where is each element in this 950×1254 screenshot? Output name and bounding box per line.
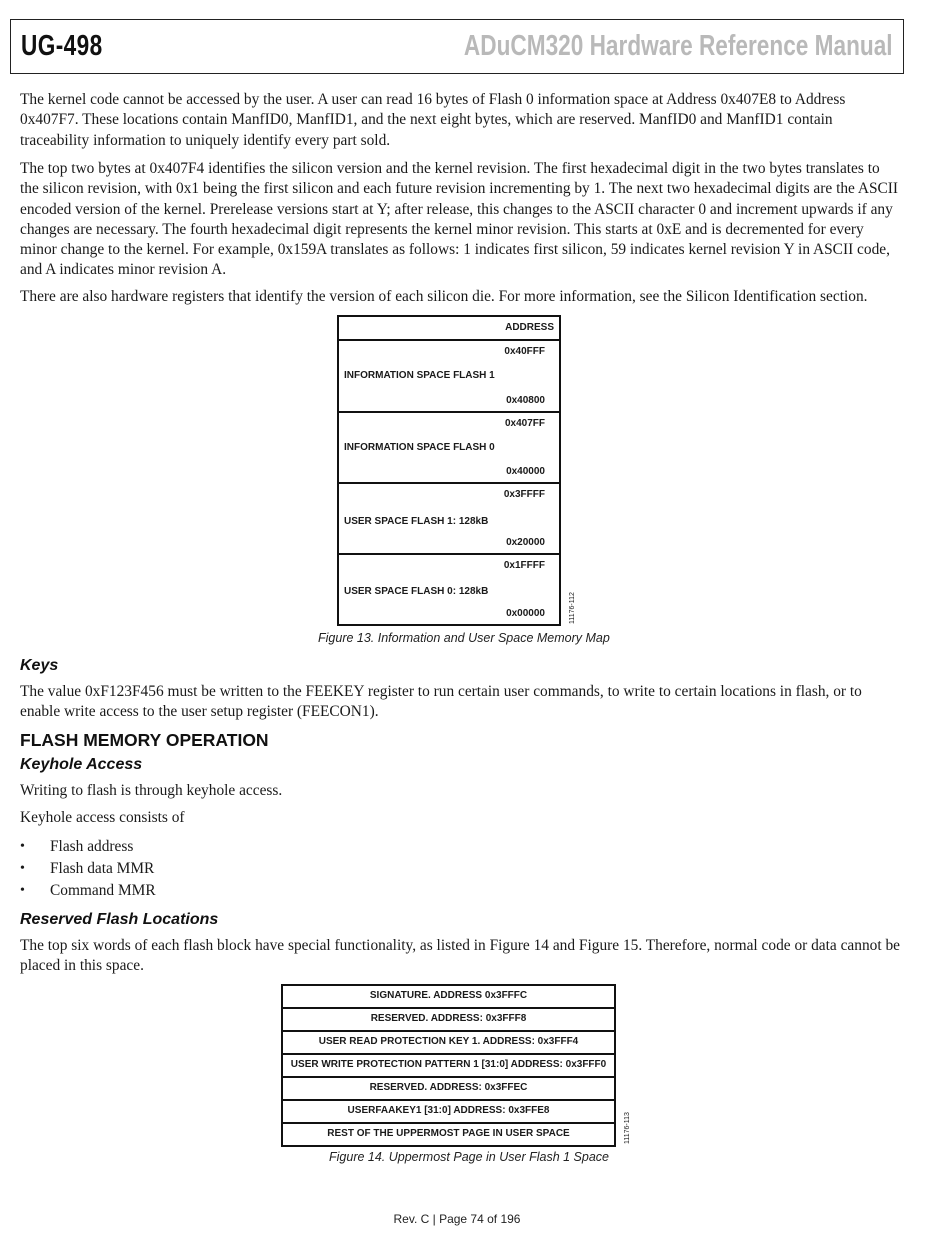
region-top-address: 0x407FF: [504, 418, 545, 429]
bullet-marker: •: [20, 861, 25, 876]
page-footer: Rev. C | Page 74 of 196: [393, 1212, 521, 1226]
region-top-address: 0x40FFF: [504, 346, 545, 357]
list-item-text: Flash data MMR: [50, 860, 155, 877]
region-bottom-address: 0x00000: [506, 608, 545, 619]
table-row: RESERVED. ADDRESS: 0x3FFF8: [281, 1007, 616, 1030]
memory-region-user-flash-1: [339, 484, 559, 555]
region-label: INFORMATION SPACE FLASH 1: [344, 370, 495, 381]
memory-region-info-flash-1: [339, 341, 559, 413]
reserved-paragraph: The top six words of each flash block have special functionality, as listed in Figure 14 and Figure 15. Therefore, normal code or data cannot be placed in this space.: [20, 937, 900, 975]
keys-paragraph: The value 0xF123F456 must be written to the FEEKEY register to run certain user commands, to write to certain locations in flash, or to enable write access to the user setup register (FEECON1).: [20, 683, 862, 721]
list-item: [20, 858, 156, 880]
flash-memory-operation-heading: FLASH MEMORY OPERATION: [20, 730, 269, 750]
paragraph-hardware-registers: There are also hardware registers that identify the version of each silicon die. For more information, see the Silicon Identification section.: [20, 288, 868, 305]
region-bottom-address: 0x40800: [506, 395, 545, 406]
document-id: UG-498: [21, 30, 103, 62]
address-column-label: ADDRESS: [505, 322, 554, 333]
paragraph-kernel-code: The kernel code cannot be accessed by the user. A user can read 16 bytes of Flash 0 information space at Address 0x407E8 to Address 0x407F7. These locations contain ManfID0, ManfID1, and the next eight bytes, which are reserved. ManfID0 and ManfID1 contain traceability information to uniquely identify every part sold.: [20, 91, 846, 149]
memory-region-info-flash-0: [339, 413, 559, 484]
region-label: USER SPACE FLASH 1: 128kB: [344, 516, 489, 527]
figure-14-code: 11176-113: [624, 1112, 631, 1144]
region-top-address: 0x1FFFF: [503, 560, 545, 571]
keys-heading: Keys: [20, 657, 59, 674]
uppermost-page-figure: [281, 984, 616, 1147]
region-label: USER SPACE FLASH 0: 128kB: [344, 586, 489, 597]
document-title: ADuCM320 Hardware Reference Manual: [464, 30, 893, 62]
list-item: [20, 836, 156, 858]
bullet-marker: •: [20, 883, 25, 898]
paragraph-silicon-version: The top two bytes at 0x407F4 identifies the silicon version and the kernel revision. The first hexadecimal digit in the two bytes translates to the silicon revision, with 0x1 being the first silicon and each future revision incrementing by 1. The next two hexadecimal digits are the ASCII encoded version of the kernel. Prerelease versions start at Y; after release, this changes to the ASCII character 0 and increment upwards if any changes are necessary. The fourth hexadecimal digit represents the kernel minor revision. This starts at 0xE and is decremented for every minor change to the kernel. For example, 0x159A translates as follows: 1 indicates first silicon, 59 indicates kernel revision Y in ASCII code, and A indicates minor revision A.: [20, 160, 899, 279]
memory-map-figure: [337, 315, 561, 626]
bullet-marker: •: [20, 839, 25, 854]
keyhole-bullet-list: [20, 836, 156, 902]
region-bottom-address: 0x40000: [506, 466, 545, 477]
table-row: USER READ PROTECTION KEY 1. ADDRESS: 0x3FFF4: [281, 1030, 616, 1053]
table-row: USERFAAKEY1 [31:0] ADDRESS: 0x3FFE8: [281, 1099, 616, 1122]
figure-13-code: 11176-112: [569, 592, 576, 624]
keyhole-access-heading: Keyhole Access: [20, 756, 143, 773]
figure-14-caption: Figure 14. Uppermost Page in User Flash 1 Space: [329, 1150, 609, 1164]
region-bottom-address: 0x20000: [506, 537, 545, 548]
keyhole-paragraph-2: Keyhole access consists of: [20, 809, 185, 826]
region-top-address: 0x3FFFF: [503, 489, 545, 500]
memory-map-header: [339, 317, 559, 341]
table-row: RESERVED. ADDRESS: 0x3FFEC: [281, 1076, 616, 1099]
table-row: USER WRITE PROTECTION PATTERN 1 [31:0] ADDRESS: 0x3FFF0: [281, 1053, 616, 1076]
keyhole-paragraph-1: Writing to flash is through keyhole access.: [20, 782, 283, 799]
page-header: [10, 19, 904, 74]
reserved-flash-locations-heading: Reserved Flash Locations: [20, 911, 219, 928]
figure-13-caption: Figure 13. Information and User Space Memory Map: [318, 631, 610, 645]
memory-region-user-flash-0: [339, 555, 559, 624]
table-row: SIGNATURE. ADDRESS 0x3FFFC: [281, 984, 616, 1007]
list-item: [20, 880, 156, 902]
list-item-text: Command MMR: [50, 882, 156, 899]
list-item-text: Flash address: [50, 838, 134, 855]
region-label: INFORMATION SPACE FLASH 0: [344, 442, 495, 453]
table-row: REST OF THE UPPERMOST PAGE IN USER SPACE: [281, 1122, 616, 1147]
